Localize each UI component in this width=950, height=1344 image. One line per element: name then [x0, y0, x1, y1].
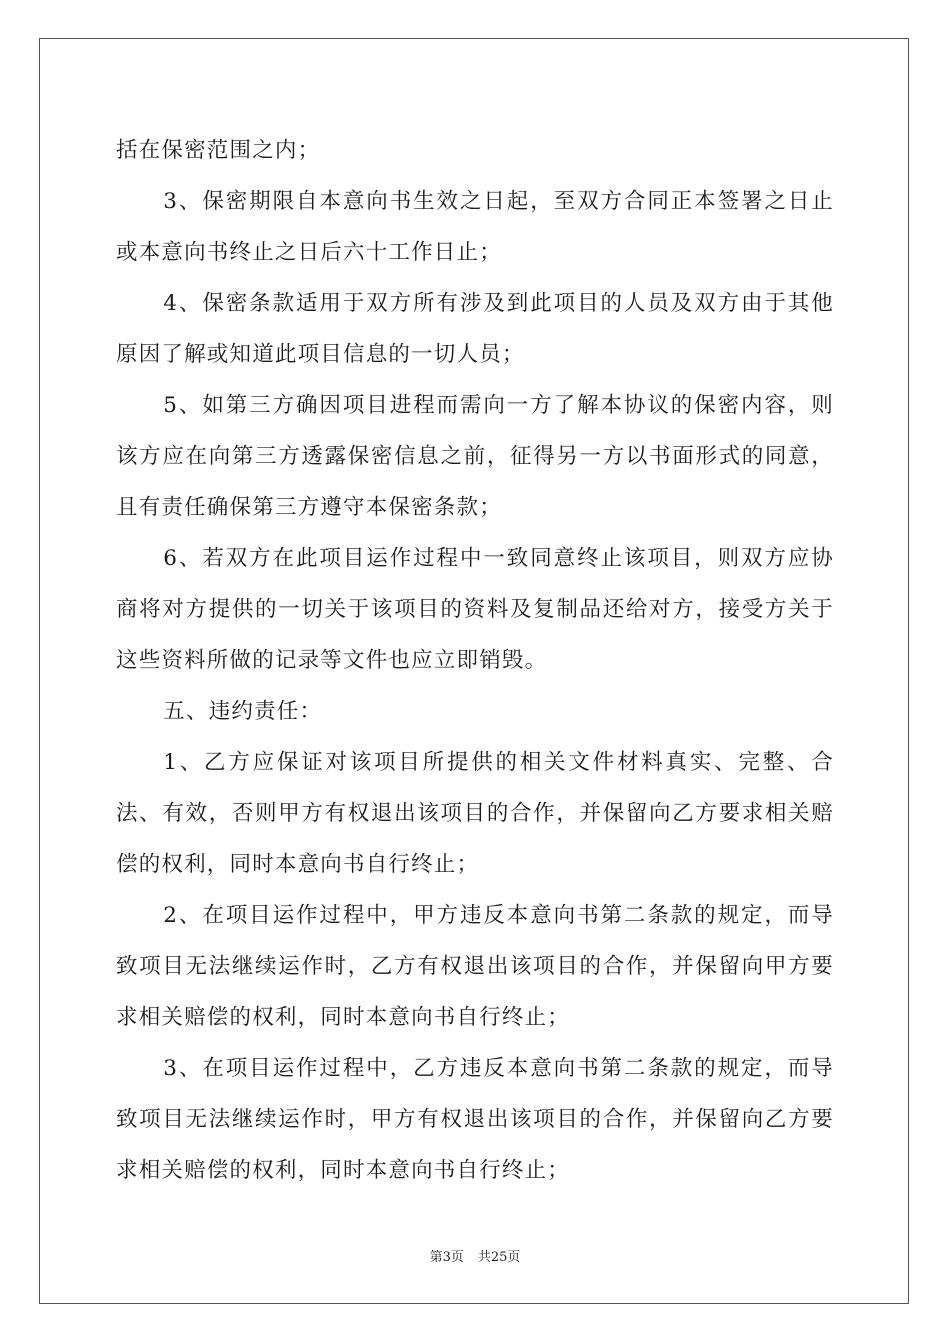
paragraph-7: 1、乙方应保证对该项目所提供的相关文件材料真实、完整、合法、有效，否则甲方有权退出该项目的合作，并保留向乙方要求相关赔偿的权利，同时本意向书自行终止； [116, 750, 834, 877]
paragraph-5: 6、若双方在此项目运作过程中一致同意终止该项目，则双方应协商将对方提供的一切关于该项目的资料及复制品还给对方，接受方关于这些资料所做的记录等文件也应立即销毁。 [116, 546, 834, 673]
paragraph-2: 3、保密期限自本意向书生效之日起，至双方合同正本签署之日止或本意向书终止之日后六十工作日止； [116, 189, 834, 265]
paragraph-3: 4、保密条款适用于双方所有涉及到此项目的人员及双方由于其他原因了解或知道此项目信息的一切人员； [116, 291, 834, 367]
section-heading-breach-liability: 五、违约责任： [163, 699, 323, 724]
page-footer [0, 1246, 950, 1265]
paragraph-1: 括在保密范围之内； [116, 138, 321, 163]
paragraph-9: 3、在项目运作过程中，乙方违反本意向书第二条款的规定，而导致项目无法继续运作时，甲方有权退出该项目的合作，并保留向乙方要求相关赔偿的权利，同时本意向书自行终止； [116, 1056, 834, 1183]
page-number: 第3页 [429, 1250, 464, 1265]
document-body [116, 125, 834, 1196]
paragraph-4: 5、如第三方确因项目进程而需向一方了解本协议的保密内容，则该方应在向第三方透露保密信息之前，征得另一方以书面形式的同意，且有责任确保第三方遵守本保密条款； [116, 393, 834, 520]
paragraph-8: 2、在项目运作过程中，甲方违反本意向书第二条款的规定，而导致项目无法继续运作时，乙方有权退出该项目的合作，并保留向甲方要求相关赔偿的权利，同时本意向书自行终止； [116, 903, 834, 1030]
page-total: 共25页 [477, 1250, 521, 1265]
